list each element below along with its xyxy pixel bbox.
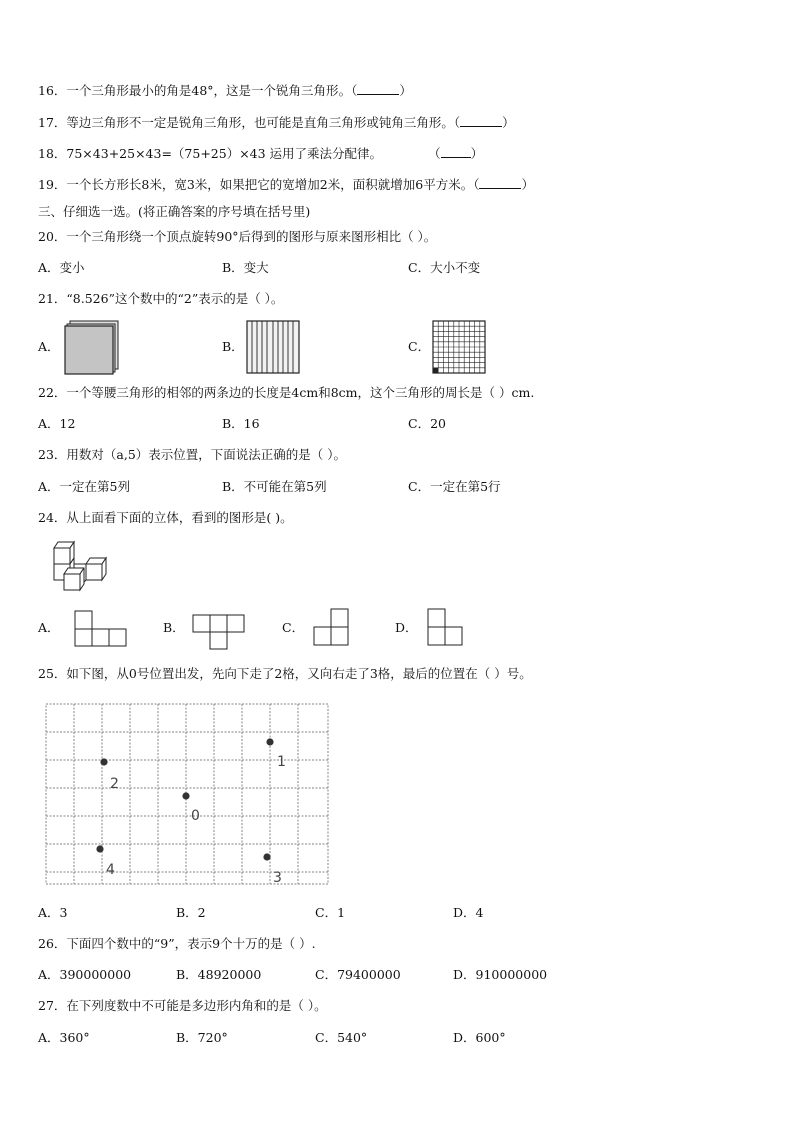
option-24-c-figure[interactable] — [312, 608, 352, 648]
question-23-stem: 23．用数对（a,5）表示位置，下面说法正确的是（ ）。 — [38, 447, 347, 462]
question-18-open: （ — [428, 146, 441, 161]
option-26-d[interactable]: D．910000000 — [453, 967, 548, 982]
option-27-b[interactable]: B．720° — [176, 1030, 228, 1045]
option-24-b-figure[interactable] — [192, 614, 248, 652]
question-22-stem: 22．一个等腰三角形的相邻的两条边的长度是4cm和8cm，这个三角形的周长是（ ）cm. — [38, 385, 535, 400]
option-20-a[interactable]: A．变小 — [38, 260, 85, 275]
question-19 — [38, 177, 534, 193]
question-16-close: ） — [399, 83, 412, 98]
option-20-b[interactable]: B．变大 — [222, 260, 269, 275]
question-27-stem: 27．在下列度数中不可能是多边形内角和的是（ ）。 — [38, 998, 327, 1013]
question-21-stem: 21．“8.526”这个数中的“2”表示的是（ ）。 — [38, 291, 284, 306]
option-25-c[interactable]: C．1 — [315, 905, 346, 920]
option-21-c[interactable]: C． — [408, 339, 431, 354]
option-23-b[interactable]: B．不可能在第5列 — [222, 479, 327, 494]
option-22-a[interactable]: A．12 — [38, 416, 76, 431]
question-17-text: 17．等边三角形不一定是锐角三角形，也可能是直角三角形或钝角三角形。（ — [38, 115, 461, 130]
grid-label-3: 3 — [273, 870, 282, 886]
option-25-a[interactable]: A．3 — [38, 905, 68, 920]
option-27-a[interactable]: A．360° — [38, 1030, 90, 1045]
cube-solid-figure — [48, 538, 114, 592]
question-19-close: ） — [521, 177, 534, 192]
question-16 — [38, 83, 412, 99]
position-grid — [44, 702, 332, 888]
option-24-c[interactable]: C． — [282, 620, 305, 635]
option-24-b[interactable]: B． — [163, 620, 185, 635]
option-24-a-figure[interactable] — [74, 610, 130, 648]
option-24-d[interactable]: D． — [395, 620, 418, 635]
grid-point-4 — [96, 845, 103, 852]
grid-point-3 — [263, 853, 270, 860]
grid-point-2 — [100, 758, 107, 765]
option-22-c[interactable]: C．20 — [408, 416, 446, 431]
question-18-text: 18．75×43+25×43=（75+25）×43 运用了乘法分配律。 — [38, 146, 383, 161]
question-17-close: ） — [502, 115, 515, 130]
answer-blank-18[interactable] — [441, 146, 471, 158]
answer-blank-19[interactable] — [479, 177, 521, 189]
option-27-c[interactable]: C．540° — [315, 1030, 368, 1045]
question-17 — [38, 115, 515, 131]
grid-point-1 — [266, 738, 273, 745]
question-16-text: 16．一个三角形最小的角是48°，这是一个锐角三角形。（ — [38, 83, 358, 98]
option-26-b[interactable]: B．48920000 — [176, 967, 262, 982]
question-25-stem: 25．如下图，从0号位置出发，先向下走了2格，又向右走了3格，最后的位置在（ ）号。 — [38, 666, 532, 681]
question-20-stem: 20．一个三角形绕一个顶点旋转90°后得到的图形与原来图形相比（ ）。 — [38, 229, 437, 244]
grid-point-0 — [182, 792, 189, 799]
option-22-b[interactable]: B．16 — [222, 416, 260, 431]
option-27-d[interactable]: D．600° — [453, 1030, 506, 1045]
question-18 — [38, 146, 483, 162]
grid-label-1: 1 — [277, 754, 286, 770]
question-19-text: 19．一个长方形长8米，宽3米，如果把它的宽增加2米，面积就增加6平方米。（ — [38, 177, 480, 192]
option-21-b-figure[interactable] — [246, 320, 302, 376]
option-25-b[interactable]: B．2 — [176, 905, 206, 920]
grid-label-4: 4 — [106, 862, 115, 878]
answer-blank-17[interactable] — [460, 115, 502, 127]
option-21-a[interactable]: A． — [38, 339, 60, 354]
option-23-a[interactable]: A．一定在第5列 — [38, 479, 130, 494]
option-25-d[interactable]: D．4 — [453, 905, 484, 920]
option-23-c[interactable]: C．一定在第5行 — [408, 479, 501, 494]
option-24-d-figure[interactable] — [426, 608, 466, 648]
question-24-stem: 24．从上面看下面的立体，看到的图形是( )。 — [38, 510, 293, 525]
option-26-c[interactable]: C．79400000 — [315, 967, 401, 982]
answer-blank-16[interactable] — [357, 83, 399, 95]
option-24-a[interactable]: A． — [38, 620, 60, 635]
question-18-close: ） — [470, 146, 484, 161]
option-21-b[interactable]: B． — [222, 339, 244, 354]
grid-label-0: 0 — [191, 808, 200, 824]
option-21-c-figure[interactable] — [432, 320, 488, 376]
grid-label-2: 2 — [110, 776, 119, 792]
option-21-a-figure[interactable] — [64, 320, 120, 376]
option-26-a[interactable]: A．390000000 — [38, 967, 132, 982]
option-20-c[interactable]: C．大小不变 — [408, 260, 481, 275]
question-26-stem: 26．下面四个数中的“9”，表示9个十万的是（ ）. — [38, 936, 316, 951]
section-3-title: 三、仔细选一选。(将正确答案的序号填在括号里) — [38, 204, 311, 219]
